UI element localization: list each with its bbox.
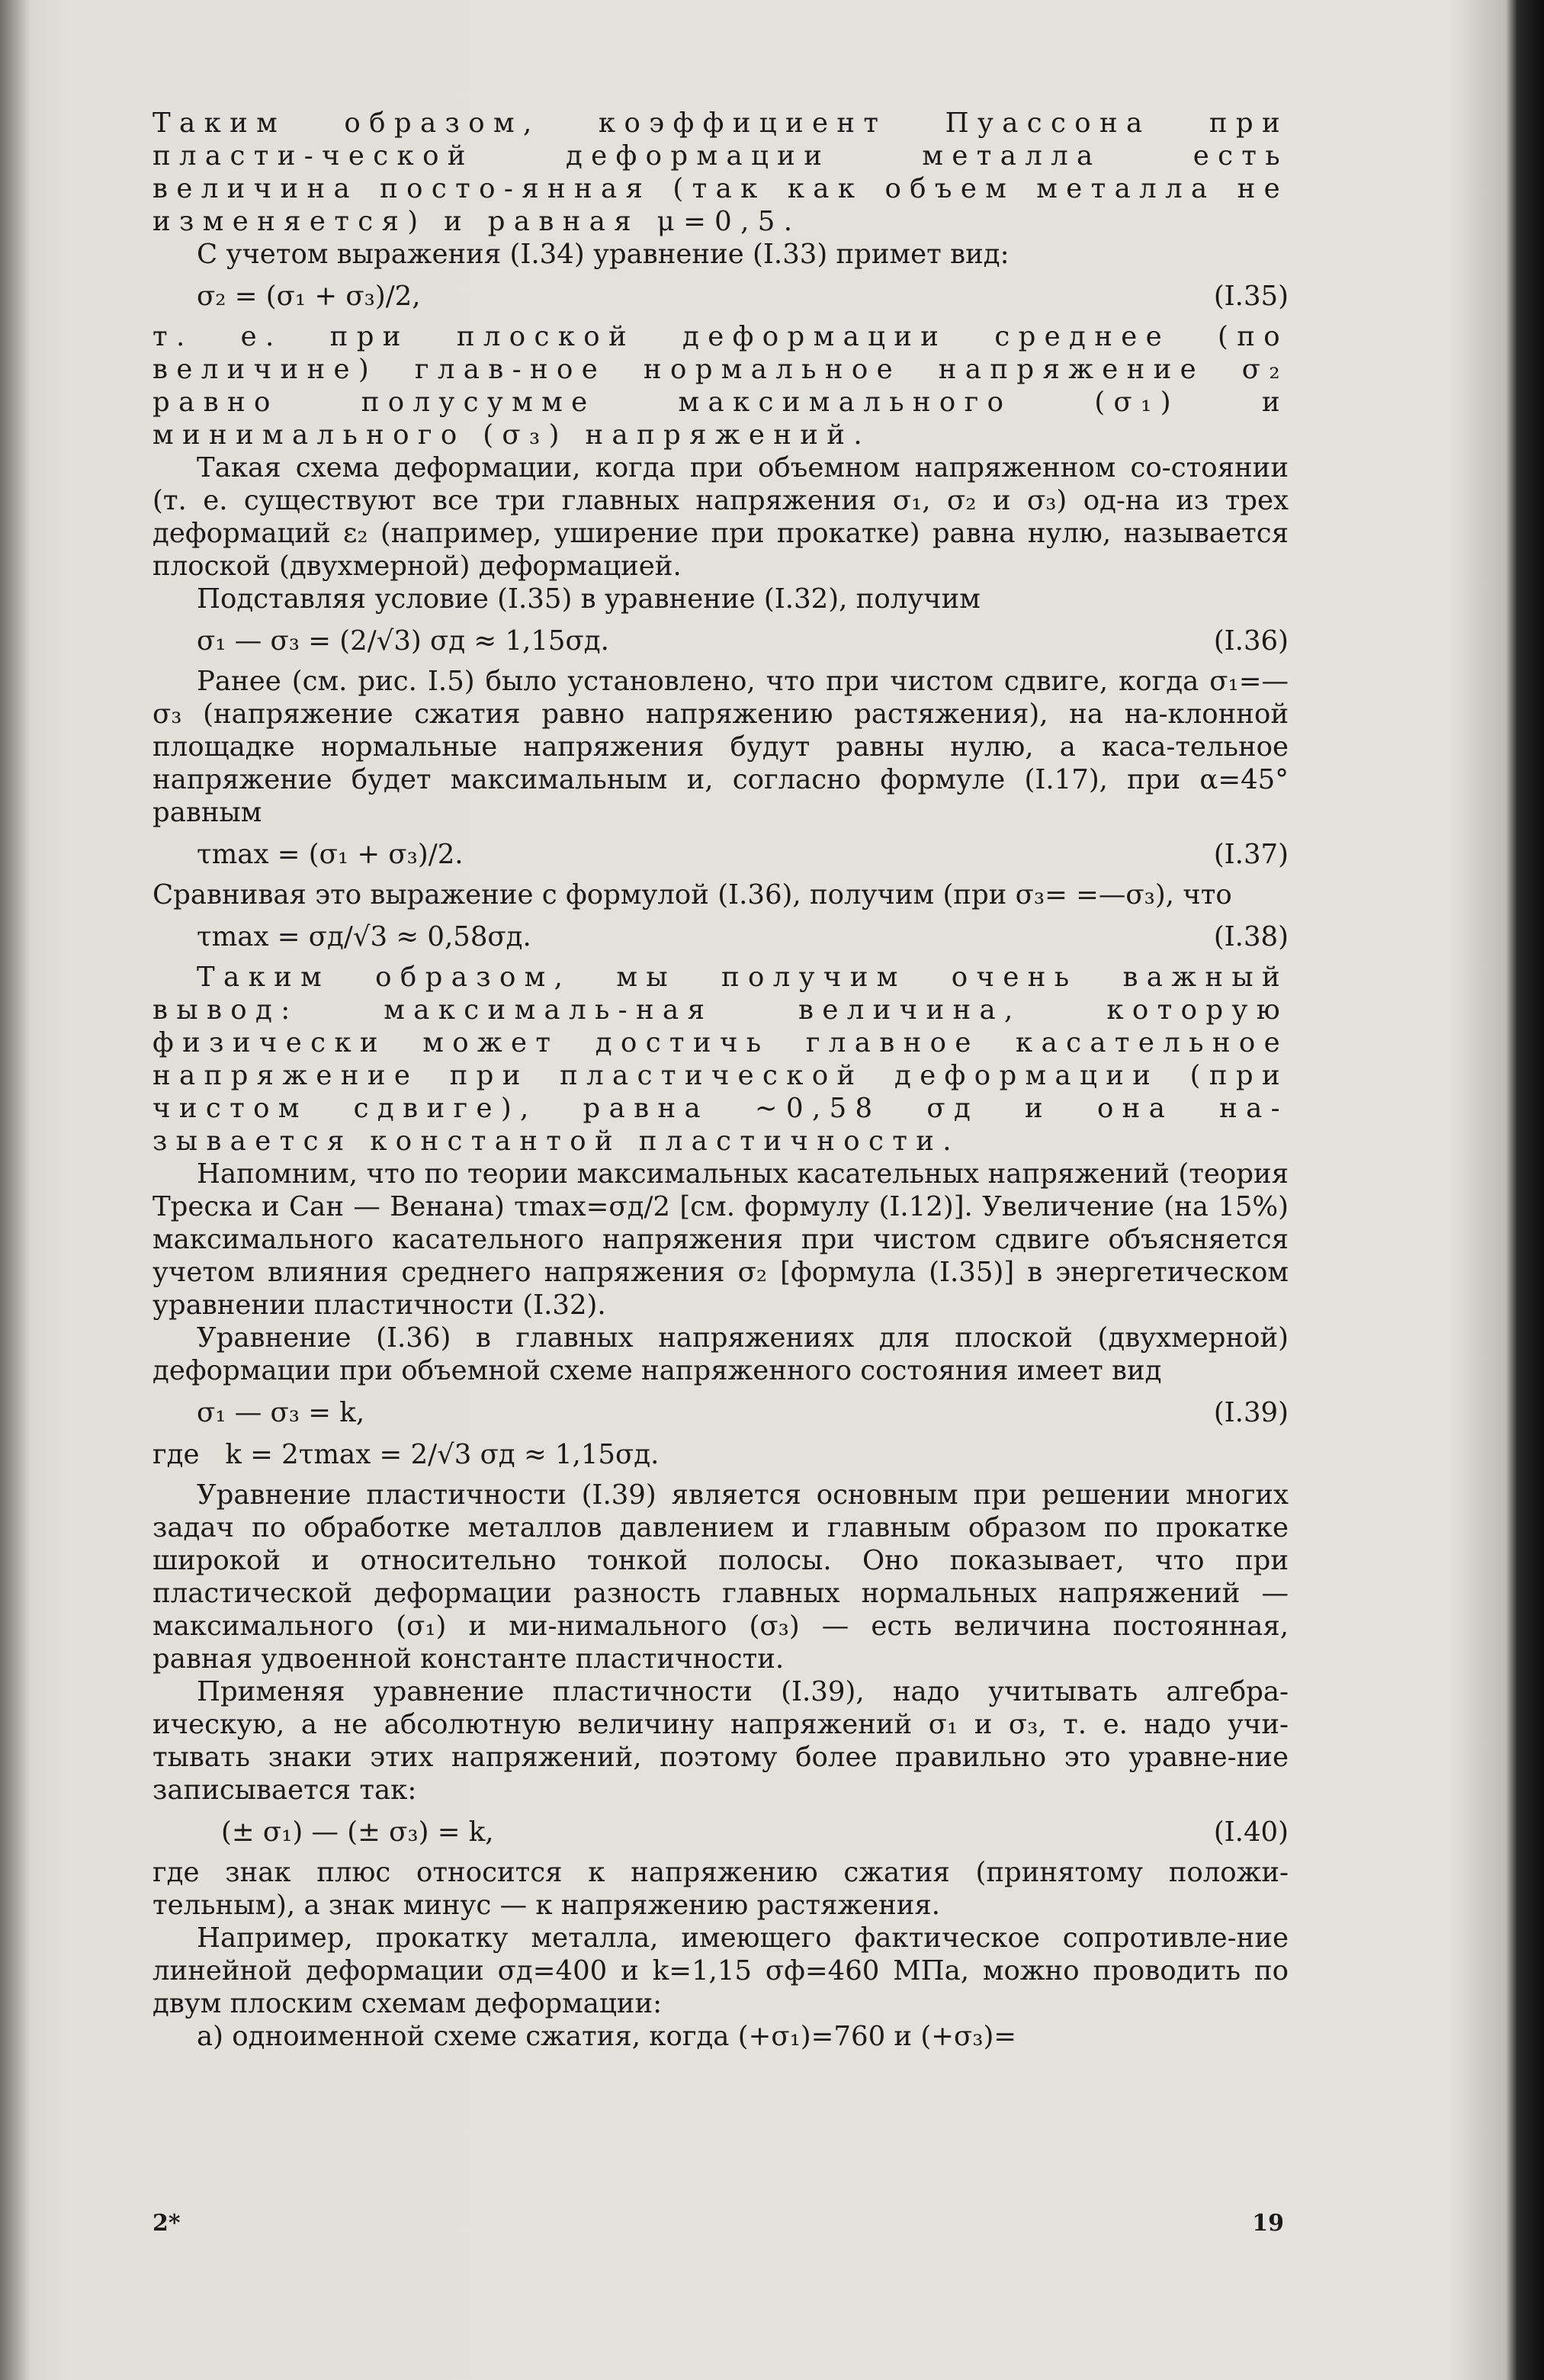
equation-formula: τmax = σд/√3 ≈ 0,58σд. (197, 921, 531, 952)
equation-1-37 (152, 838, 1289, 871)
paragraph-sign-note: где знак плюс относится к напряжению сжатия (принятому положи-тельным), а знак минус — к напряжению растяжения. (152, 1857, 1289, 1921)
paragraph-eq36-form: Уравнение (I.36) в главных напряжениях для плоской (двухмерной) деформации при объемной схеме напряженного состояния имеет вид (152, 1322, 1289, 1386)
paragraph-scheme: Такая схема деформации, когда при объемном напряженном со-стоянии (т. е. существуют все три главных напряжения σ₁, σ₂ и σ₃) од-на из трех деформаций ε₂ (например, уширение при прокатке) равна нулю, называется плоской (двухмерной) деформацией. (152, 452, 1289, 582)
equation-1-36 (152, 625, 1289, 657)
equation-formula: где k = 2τmax = 2/√3 σд ≈ 1,15σд. (152, 1439, 660, 1470)
equation-1-40 (152, 1816, 1289, 1848)
equation-k-definition (152, 1438, 1289, 1471)
paragraph-plasticity-equation: Уравнение пластичности (I.39) является основным при решении многих задач по обработке металлов давлением и главным образом по прокатке широкой и относительно тонкой полосы. Оно показывает, что при пластической деформации разность главных нормальных напряжений — максимального (σ₁) и ми-нимального (σ₃) — есть величина постоянная, равная удвоенной константе пластичности. (152, 1479, 1289, 1675)
equation-number: (I.36) (1213, 625, 1289, 657)
page-footer (152, 2210, 1289, 2237)
equation-formula: σ₂ = (σ₁ + σ₃)/2, (197, 281, 421, 312)
paragraph-conclusion: Таким образом, мы получим очень важный вывод: максималь-ная величина, которую физически может достичь главное касательное напряжение при пластической деформации (при чистом сдвиге), равна ~0,58 σд и она на-зывается константой пластичности. (152, 962, 1289, 1157)
paragraph-example: Например, прокатку металла, имеющего фактическое сопротивле-ние линейной деформации σд=400 и k=1,15 σф=460 МПа, можно проводить по двум плоским схемам деформации: (152, 1922, 1289, 2019)
page-number: 19 (1252, 2210, 1284, 2237)
paragraph-poisson: Таким образом, коэффициент Пуассона при пласти-ческой деформации металла есть величина посто-янная (так как объем металла не изменяется) и равная μ=0,5. (152, 108, 1289, 237)
page-body (152, 107, 1289, 2053)
paragraph-scheme-a: а) одноименной схеме сжатия, когда (+σ₁)=760 и (+σ₃)= (197, 2021, 1017, 2052)
signature-mark: 2* (152, 2210, 181, 2237)
equation-formula: σ₁ — σ₃ = k, (197, 1397, 365, 1428)
equation-formula: (± σ₁) — (± σ₃) = k, (221, 1816, 494, 1848)
equation-1-38 (152, 920, 1289, 953)
equation-number: (I.38) (1213, 921, 1289, 952)
equation-formula: τmax = (σ₁ + σ₃)/2. (197, 839, 464, 870)
paragraph-algebraic: Применяя уравнение пластичности (I.39), надо учитывать алгебра-ическую, а не абсолютную величину напряжений σ₁ и σ₃, т. е. надо учи-тывать знаки этих напряжений, поэтому более правильно это уравне-ние записывается так: (152, 1676, 1289, 1806)
equation-1-35 (152, 280, 1289, 313)
paragraph-tresca: Напомним, что по теории максимальных касательных напряжений (теория Треска и Сан — Венана) τmax=σд/2 [см. формулу (I.12)]. Увеличение (на 15%) максимального касательного напряжения при чистом сдвиге объясняется учетом влияния среднего напряжения σ₂ [формула (I.35)] в энергетическом уравнении пластичности (I.32). (152, 1158, 1289, 1321)
paragraph-substitute: Подставляя условие (I.35) в уравнение (I.32), получим (197, 583, 981, 615)
paragraph-plane-deformation: т. е. при плоской деформации среднее (по величине) глав-ное нормальное напряжение σ₂ равно полусумме максимального (σ₁) и минимального (σ₃) напряжений. (152, 321, 1289, 451)
equation-number: (I.40) (1213, 1816, 1289, 1848)
paragraph-pure-shear: Ранее (см. рис. I.5) было установлено, что при чистом сдвиге, когда σ₁=—σ₃ (напряжение сжатия равно напряжению растяжения), на на-клонной площадке нормальные напряжения будут равны нулю, а каса-тельное напряжение будет максимальным и, согласно формуле (I.17), при α=45° равным (152, 666, 1289, 828)
equation-formula: σ₁ — σ₃ = (2/√3) σд ≈ 1,15σд. (197, 625, 609, 657)
paragraph-compare: Сравнивая это выражение с формулой (I.36), получим (при σ₃= =—σ₃), что (152, 879, 1232, 911)
equation-number: (I.37) (1213, 839, 1289, 870)
equation-number: (I.35) (1213, 281, 1289, 312)
equation-1-39 (152, 1396, 1289, 1429)
paragraph-intro-eq35: С учетом выражения (I.34) уравнение (I.33) примет вид: (197, 239, 1010, 270)
equation-number: (I.39) (1213, 1397, 1289, 1428)
